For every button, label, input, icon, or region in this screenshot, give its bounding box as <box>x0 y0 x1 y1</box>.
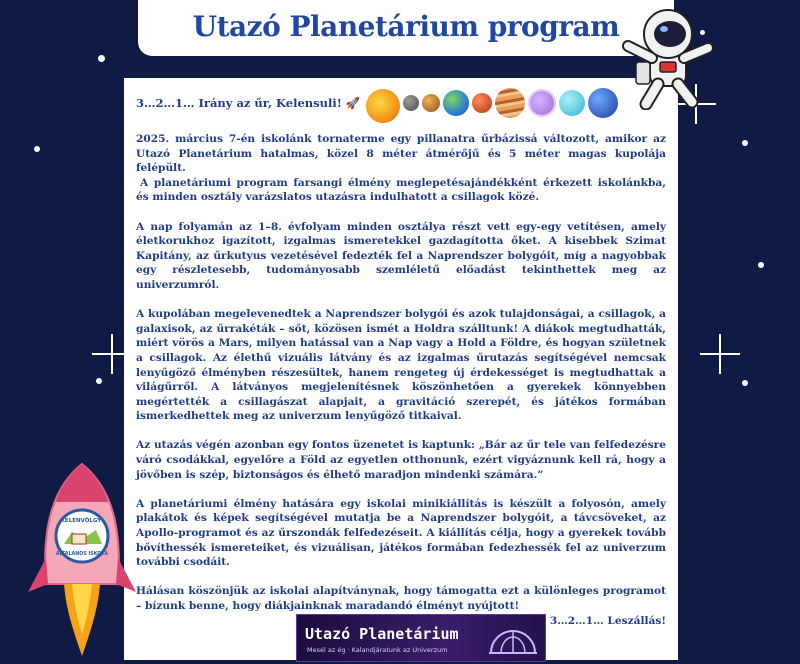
badge-line-2: ÁLTALÁNOS ISKOLA <box>55 552 109 557</box>
star <box>98 55 105 62</box>
paragraph-5-text: A planetáriumi élmény hatására egy iskolai minikiállítás is készült a folyosón, amely plakátok és képek segítségével mutatja be a Naprendszer bolygóit, a távcsöveket, az Apollo-programot és az űrszondák felfedezéseit. A kiállítás célja, hogy a gyerekek tovább bővíthessék ismereteiket, és vizuálisan, játékos formában fedezhessék fel az univerzum további csodáit. <box>136 497 666 569</box>
star <box>96 378 102 384</box>
rocket-icon <box>26 462 138 658</box>
badge-line-1: KELENVÖLGYI <box>60 518 104 524</box>
paragraph-6 <box>136 584 666 613</box>
star <box>742 140 748 146</box>
paragraph-2 <box>136 220 666 293</box>
paragraph-3 <box>136 307 666 424</box>
signoff: 3…2…1… Leszállás! <box>549 614 666 627</box>
sparkle-icon <box>700 334 740 374</box>
mercury-icon <box>403 95 419 111</box>
saturn-icon <box>528 89 556 117</box>
paragraph-4-text: Az utazás végén azonban egy fontos üzenetet is kaptunk: „Bár az űr tele van felfedezésre váró csodákkal, egyelőre a Föld az egyetlen otthonunk, ezért vigyáznunk kell rá, hogy a jövőben is szép, biztonságos és élhető maradjon mindenki számára.” <box>136 439 666 481</box>
star <box>758 262 764 268</box>
sun-icon <box>366 89 400 123</box>
title-banner <box>138 0 674 56</box>
venus-icon <box>422 94 440 112</box>
paragraph-6-text: Hálásan köszönjük az iskolai alapítványnak, hogy támogatta ezt a különleges programot – bízunk benne, hogy diákjainknak maradandó élményt nyújtott! <box>136 585 666 612</box>
banner-title: Utazó Planetárium <box>305 625 459 643</box>
banner-subtitle: Mesél az ég · Kalandjáratunk az Univerzum <box>307 646 448 654</box>
paragraph-1a: 2025. március 7-én iskolánk tornaterme egy pillanatra űrbázissá változott, amikor az Utazó Planetárium hatalmas, közel 8 méter átmérőjű és 5 méter magas kupolája felépült. <box>136 133 666 175</box>
star <box>742 380 748 386</box>
star <box>34 146 40 152</box>
mars-icon <box>472 93 492 113</box>
earth-icon <box>443 90 469 116</box>
paragraph-4 <box>136 438 666 482</box>
paragraph-1 <box>136 132 666 205</box>
planetarium-logo-banner <box>296 614 546 662</box>
article-heading: 3…2…1… Irány az űr, Kelensuli! 🚀 <box>136 95 361 110</box>
paragraph-2-text: A nap folyamán az 1–8. évfolyam minden osztálya részt vett egy-egy vetítésen, amely életkorukhoz igazított, izgalmas ismeretekkel gazdagította őket. A kisebbek Szimat Kapitány, az űrkutyus vezetésével fedezték fel a Naprendszer bolygóit, míg a nagyobbak egy részletesebb, tudományosabb szemléletű előadást tekinthettek meg az univerzumról. <box>136 220 666 291</box>
page-title: Utazó Planetárium program <box>192 10 620 43</box>
paragraph-1b: A planetáriumi program farsangi élmény meglepetésajándékként érkezett iskolánkba, és minden osztály varázslatos utazásra indulhatott a csillagok közé. <box>136 176 666 204</box>
uranus-icon <box>559 90 585 116</box>
paragraph-5 <box>136 497 666 570</box>
paragraph-3-text: A kupolában megelevenedtek a Naprendszer bolygói és azok tulajdonságai, a csillagok, a galaxisok, az űrrakéták – sőt, közösen ismét a Holdra szálltunk! A diákok megtudhatták, miért vörös a Mars, milyen hatással van a Nap vagy a Hold a Földre, és hogyan születnek a csillagok. Az élethű vizuális látvány és az izgalmas űrutazás segítségével nemcsak lenyűgöző élményben részesültek, hanem rengeteg új érdekességet is megtudhattak a világűrről. A látványos megjelenítésnek köszönhetően a gyerekek könnyebben megértették a csillagászat alapjait, a gravitáció szerepét, és játékos formában ismerkedhettek meg az univerzum lenyűgöző titkaival. <box>136 308 666 423</box>
article-heading-row <box>136 92 666 114</box>
article-card <box>124 78 678 660</box>
planetarium-dome-icon <box>487 619 539 657</box>
article-body <box>136 92 666 628</box>
jupiter-icon <box>495 88 525 118</box>
planet-icons <box>366 83 621 123</box>
astronaut-icon <box>612 6 722 110</box>
